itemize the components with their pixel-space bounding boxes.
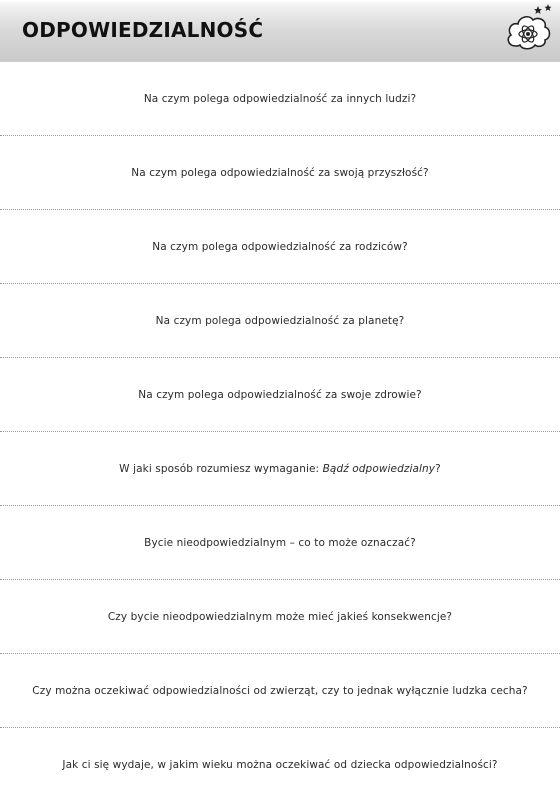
question-prefix: W jaki sposób rozumiesz wymaganie:	[119, 462, 323, 475]
question-text: Na czym polega odpowiedzialność za planetę?	[155, 314, 405, 327]
question-row	[0, 358, 560, 432]
question-suffix: ?	[435, 462, 441, 475]
question-row	[0, 654, 560, 728]
question-text	[119, 463, 441, 475]
question-row	[0, 210, 560, 284]
question-text: Czy bycie nieodpowiedzialnym może mieć jakieś konsekwencje?	[107, 610, 453, 623]
question-emphasis: Bądź odpowiedzialny	[322, 462, 436, 475]
question-text: Na czym polega odpowiedzialność za innych ludzi?	[143, 92, 417, 105]
question-text: Na czym polega odpowiedzialność za rodziców?	[152, 240, 408, 253]
question-row	[0, 432, 560, 506]
question-text: Jak ci się wydaje, w jakim wieku można oczekiwać od dziecka odpowiedzialności?	[62, 759, 498, 771]
question-row	[0, 506, 560, 580]
question-row	[0, 62, 560, 136]
question-row	[0, 284, 560, 358]
atom-cloud-logo-icon	[502, 2, 554, 54]
question-text: Na czym polega odpowiedzialność za swoją przyszłość?	[131, 166, 429, 179]
page-title: ODPOWIEDZIALNOŚĆ	[22, 18, 264, 42]
question-list	[0, 62, 560, 802]
page-header	[0, 0, 560, 62]
question-text: Na czym polega odpowiedzialność za swoje zdrowie?	[138, 388, 422, 401]
question-row	[0, 728, 560, 802]
question-text: Czy można oczekiwać odpowiedzialności od zwierząt, czy to jednak wyłącznie ludzka cecha?	[32, 684, 528, 697]
question-row	[0, 580, 560, 654]
question-row	[0, 136, 560, 210]
question-text: Bycie nieodpowiedzialnym – co to może oznaczać?	[144, 536, 416, 549]
